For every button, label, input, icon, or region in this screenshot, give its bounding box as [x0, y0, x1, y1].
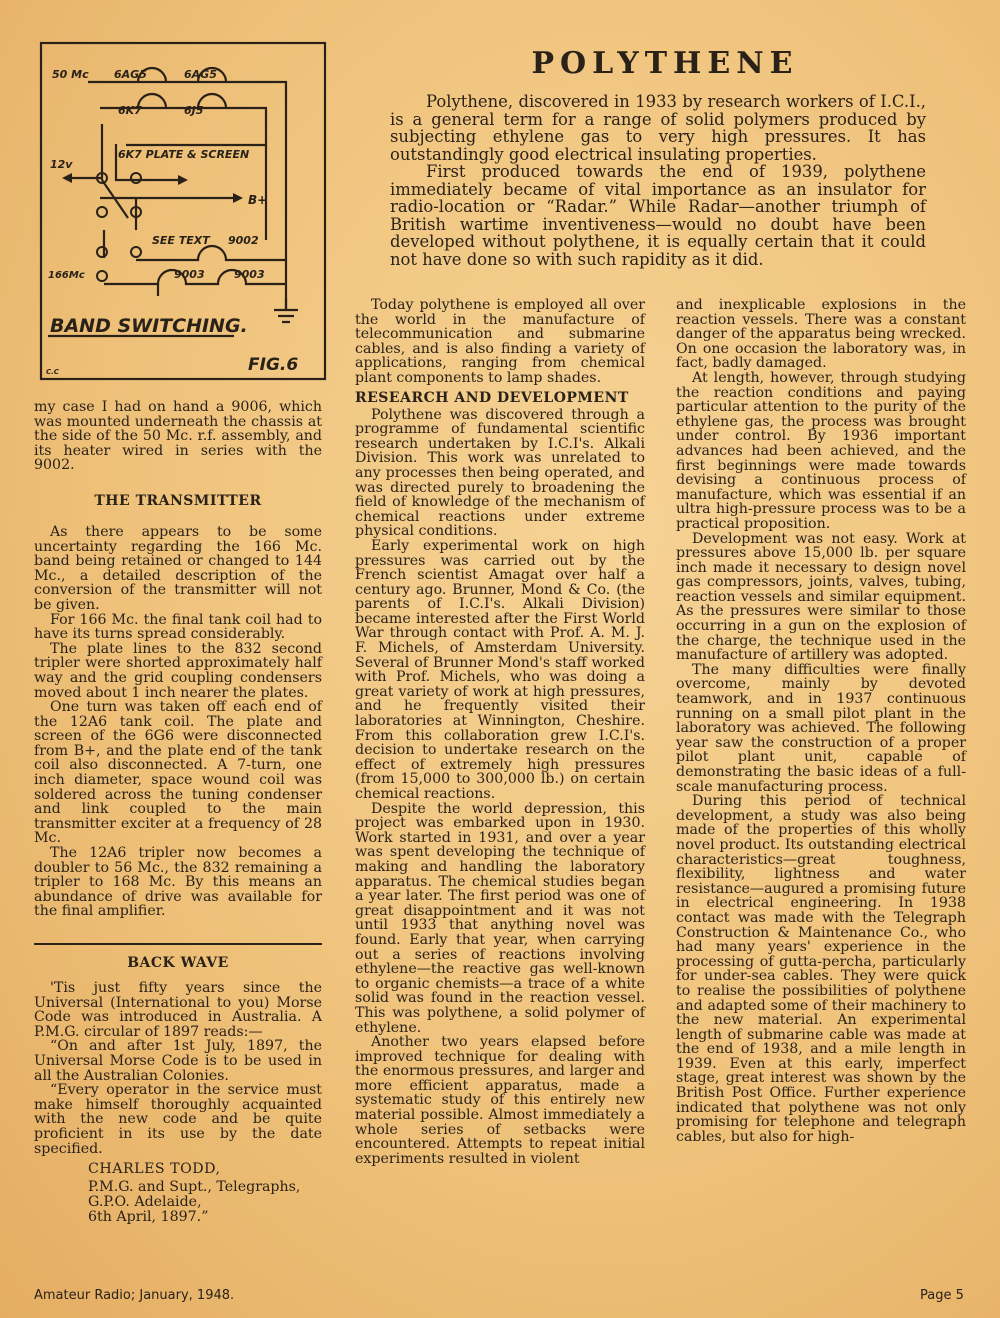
transmitter-paragraph-2: For 166 Mc. the final tank coil had to have its turns spread considerably.	[34, 611, 322, 643]
signature-line-2: G.P.O. Adelaide,	[88, 1194, 202, 1211]
band-switching-diagram	[38, 40, 328, 382]
backwave-heading: BACK WAVE	[127, 955, 229, 971]
label-12v: 12v	[50, 158, 73, 171]
article-title: POLYTHENE	[531, 46, 799, 81]
transmitter-heading: THE TRANSMITTER	[94, 492, 262, 509]
left-column	[34, 400, 322, 1225]
middle-paragraph-2: Polythene was discovered through a programme of fundamental scientific research undertaken by I.C.I's. Alkali Division. This work was unrelated to any processes then being operated, and was directed purely to broadening the field of knowledge of the mechanism of chemical reactions under extreme physical conditions.	[355, 406, 645, 540]
label-9003-a: 9003	[174, 268, 205, 281]
middle-column	[355, 298, 645, 1166]
right-paragraph-1: At length, however, through studying the reaction conditions and paying particular attention to the purity of the ethylene gas, the process was brought under control. By 1936 important advances had been achieved, and the first beginnings were made towards devising a continuous process of manufacture, which was essential if an ultra high-pressure process was to be a practical proposition.	[676, 369, 966, 532]
transmitter-paragraph-4: One turn was taken off each end of the 12A6 tank coil. The plate and screen of the 6G6 were disconnected from B+, and the plate end of the tank coil also disconnected. A 7-turn, one inch diameter, space wound coil was soldered across the tuning condenser and link coupled to the main transmitter exciter at a frequency of 28 Mc.	[34, 699, 322, 847]
label-166mc: 166Mc	[48, 270, 85, 281]
label-9002: 9002	[228, 234, 259, 247]
backwave-paragraph-1: 'Tis just fifty years since the Universal (International to you) Morse Code was introduced in Australia. A P.M.G. circular of 1897 reads:—	[34, 980, 322, 1040]
page-number: Page 5	[920, 1288, 964, 1303]
transmitter-paragraph-5: The 12A6 tripler now becomes a doubler to 56 Mc., the 832 remaining a tripler to 168 Mc. By this means an abundance of drive was available for the final amplifier.	[34, 845, 322, 920]
right-paragraph-3: The many difficulties were finally overcome, mainly by devoted teamwork, and in 1937 continuous running on a small pilot plant in the laboratory was achieved. The following year saw the construction of a proper pilot plant unit, capable of demonstrating the basic ideas of a full-scale manufacturing process.	[676, 661, 966, 795]
research-heading: RESEARCH AND DEVELOPMENT	[355, 389, 629, 406]
diagram-caption: BAND SWITCHING.	[50, 315, 248, 337]
footer-publication: Amateur Radio; January, 1948.	[34, 1288, 235, 1303]
label-plate-screen: 6K7 PLATE & SCREEN	[118, 148, 250, 161]
label-50mc: 50 Mc	[52, 68, 89, 81]
right-paragraph-0: and inexplicable explosions in the reaction vessels. There was a constant danger of the apparatus being wrecked. On one occasion the laboratory was, in fact, badly damaged.	[676, 297, 966, 372]
middle-paragraph-1: Today polythene is employed all over the world in the manufacture of telecommunication and submarine cables, and is also finding a variety of applications, ranging from chemical plant components to lamp shades.	[355, 297, 645, 386]
middle-paragraph-3: Early experimental work on high pressures was carried out by the French scientist Amagat over half a century ago. Brunner, Mond & Co. (the parents of I.C.I's. Alkali Division) became interested after the First World War through contact with Prof. A. M. J. F. Michels, of Amsterdam University. Several of Brunner Mond's staff worked with Prof. Michels, who was doing a great variety of work at high pressures, and he frequently visited their laboratories at Winnington, Cheshire. From this collaboration grew I.C.I's. decision to undertake research on the effect of extremely high pressures (from 15,000 to 300,000 lb.) on certain chemical reactions.	[355, 537, 645, 802]
transmitter-paragraph-1: As there appears to be some uncertainty regarding the 166 Mc. band being retained or changed to 144 Mc., a detailed description of the conversion of the transmitter will not be given.	[34, 523, 322, 613]
signature-line-1: P.M.G. and Supt., Telegraphs,	[88, 1179, 301, 1196]
label-bplus: B+	[248, 193, 268, 207]
middle-paragraph-5: Another two years elapsed before improved technique for dealing with the enormous pressures, and larger and more efficient apparatus, made a systematic study of this entirely new material possible. Almost immediately a whole series of setbacks were encountered. Attempts to repeat initial experiments resulted in violent	[355, 1034, 645, 1167]
backwave-paragraph-3: “Every operator in the service must make himself thoroughly acquainted with the new code and be quite proficient in its use by the date specified.	[34, 1082, 322, 1157]
right-paragraph-2: Development was not easy. Work at pressures above 15,000 lb. per square inch made it necessary to design novel gas compressors, joints, valves, tubing, reaction vessels and similar equipment. As the pressures were similar to those occurring in a gun on the explosion of the charge, the technique used in the manufacture of artillery was adopted.	[676, 530, 966, 664]
label-6j5: 6J5	[184, 104, 204, 117]
label-see-text: SEE TEXT	[152, 234, 210, 247]
article-intro	[390, 93, 926, 268]
intro-paragraph-2: First produced towards the end of 1939, polythene immediately became of vital importance as an insulator for radio-location or “Radar.” While Radar—another triumph of British wartime inventiveness—would no doubt have been developed without polythene, it is equally certain that it could not have done so with such rapidity as it did.	[390, 162, 926, 269]
label-6k7: 6K7	[118, 104, 142, 117]
signature-line-3: 6th April, 1897.”	[88, 1209, 209, 1226]
label-9003-b: 9003	[234, 268, 265, 281]
signature-name: CHARLES TODD,	[88, 1161, 221, 1178]
label-6ag5-b: 6AG5	[184, 68, 217, 81]
right-paragraph-4: During this period of technical development, a study was also being made of the properties of this wholly novel product. Its outstanding electrical characteristics—great toughness, flexibility, lightness and water resistance—augured a promising future in electrical engineering. In 1938 contact was made with the Telegraph Construction & Maintenance Co., who had many years' experience in the processing of gutta-percha, particularly for under-sea cables. They were quick to realise the possibilities of polythene and adapted some of their machinery to the new material. An experimental length of submarine cable was made at the end of 1938, and a mile length in 1939. Even at this early, imperfect stage, great interest was shown by the British Post Office. Further experience indicated that polythene was not only promising for telephone and telegraph cables, but also for high-	[676, 793, 966, 1145]
figure-number: FIG.6	[248, 355, 299, 375]
transmitter-paragraph-3: The plate lines to the 832 second tripler were shorted approximately half way and the grid coupling condensers moved about 1 inch nearer the plates.	[34, 640, 322, 701]
left-paragraph-0: my case I had on hand a 9006, which was mounted underneath the chassis at the side of the 50 Mc. r.f. assembly, and its heater wired in series with the 9002.	[34, 399, 322, 474]
label-6ag5-a: 6AG5	[114, 68, 147, 81]
middle-paragraph-4: Despite the world depression, this project was embarked upon in 1930. Work started in 1931, and over a year was spent developing the technique of making and handling the laboratory apparatus. The chemical studies began a year later. The first period was one of great disappointment and it was not until 1933 that anything novel was found. Early that year, when carrying out a series of reactions involving ethylene—the reactive gas well-known to organic chemists—a trace of a white solid was found in the reaction vessel. This was polythene, a solid polymer of ethylene.	[355, 800, 645, 1036]
right-column	[676, 298, 966, 1144]
intro-paragraph-1: Polythene, discovered in 1933 by research workers of I.C.I., is a general term for a range of solid polymers produced by subjecting ethylene gas to very high pressures. It has outstandingly good electrical insulating properties.	[390, 92, 926, 164]
diagram-initials: C.C	[46, 368, 59, 376]
backwave-paragraph-2: “On and after 1st July, 1897, the Universal Morse Code is to be used in all the Australian Colonies.	[34, 1038, 322, 1084]
section-divider	[34, 943, 322, 945]
